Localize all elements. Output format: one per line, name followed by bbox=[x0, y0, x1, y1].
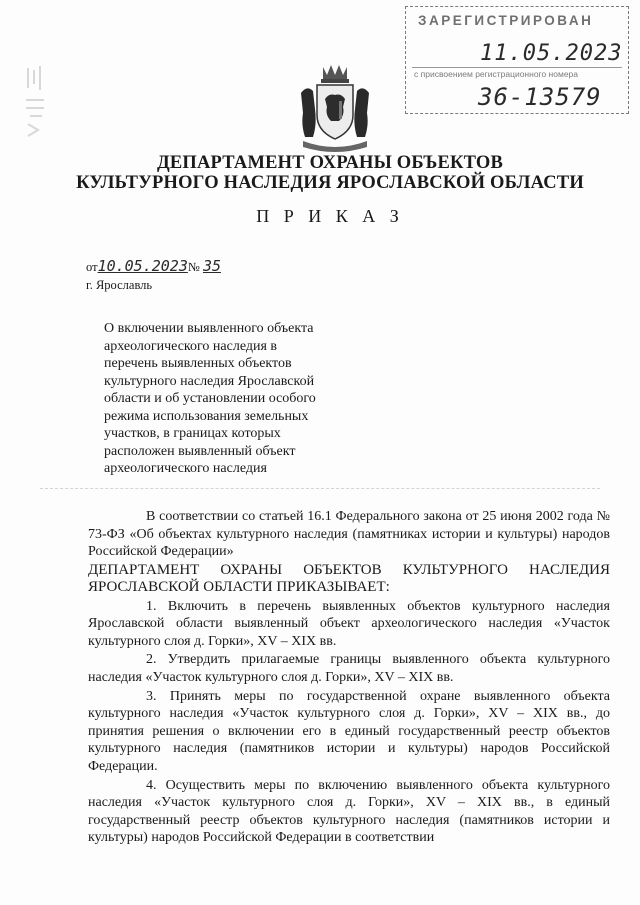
stamp-title: ЗАРЕГИСТРИРОВАН bbox=[418, 13, 594, 28]
coat-of-arms-icon bbox=[295, 63, 375, 153]
order-number: 35 bbox=[202, 257, 221, 275]
order-title: П Р И К А З bbox=[256, 206, 404, 226]
stamp-number: 36-13579 bbox=[478, 83, 602, 111]
department-name-line2: КУЛЬТУРНОГО НАСЛЕДИЯ ЯРОСЛАВСКОЙ ОБЛАСТИ bbox=[76, 173, 584, 193]
order-date: 10.05.2023 bbox=[97, 257, 188, 275]
subject-line: археологического наследия bbox=[104, 461, 267, 476]
order-item-2: 2. Утвердить прилагаемые границы выявленного объекта культурного наследия «Участок культурного слоя д. Горки», XV – XIX вв. bbox=[88, 652, 610, 685]
subject-line: режима использования земельных bbox=[104, 408, 309, 424]
stamp-divider bbox=[412, 67, 622, 68]
subject-line: культурного наследия Ярославской bbox=[104, 373, 315, 389]
subject-line: перечень выявленных объектов bbox=[104, 356, 292, 371]
subject-line: области и об установлении особого bbox=[104, 391, 316, 406]
subject-line: расположен выявленный объект bbox=[104, 443, 296, 459]
preamble-paragraph: В соответствии со статьей 16.1 Федерального закона от 25 июня 2002 года № 73-ФЗ «Об объектах культурного наследия (памятниках истории и культуры) народов Российской Федерации» bbox=[88, 509, 610, 560]
order-subject bbox=[104, 320, 354, 478]
decree-paragraph: ДЕПАРТАМЕНТ ОХРАНЫ ОБЪЕКТОВ КУЛЬТУРНОГО НАСЛЕДИЯ ЯРОСЛАВСКОЙ ОБЛАСТИ ПРИКАЗЫВАЕТ: bbox=[88, 561, 610, 596]
faint-stamp-mark bbox=[20, 60, 60, 140]
order-from-label: от bbox=[86, 260, 98, 274]
stamp-note: с присвоением регистрационного номера bbox=[414, 69, 578, 79]
scan-artifact-line bbox=[40, 488, 600, 489]
subject-line: археологического наследия в bbox=[104, 338, 278, 354]
order-date-number bbox=[86, 257, 221, 275]
order-item-1: 1. Включить в перечень выявленных объектов культурного наследия Ярославской области выявленный объект археологического наследия «Участок культурного слоя д. Горки», XV – XIX вв. bbox=[88, 598, 610, 649]
order-body bbox=[88, 508, 610, 848]
department-name-line1: ДЕПАРТАМЕНТ ОХРАНЫ ОБЪЕКТОВ bbox=[156, 153, 504, 173]
registration-stamp bbox=[405, 6, 629, 114]
subject-line: О включении выявленного объекта bbox=[104, 321, 314, 336]
order-number-label: № bbox=[187, 260, 200, 274]
city: г. Ярославль bbox=[86, 278, 153, 292]
order-item-4: 4. Осуществить меры по включению выявленного объекта культурного наследия «Участок культурного слоя д. Горки», XV – XIX вв., в единый государственный реестр объектов культурного наследия (памятников истории и культуры) народов Российской Федерации в соответствии bbox=[88, 777, 610, 846]
stamp-date: 11.05.2023 bbox=[480, 41, 623, 66]
order-item-3: 3. Принять меры по государственной охране выявленного объекта культурного наследия «Участок культурного слоя д. Горки», XV – XIX вв., до принятия решения о включении его в единый государственный реестр объектов культурного наследия (памятников истории и культуры) народов Российской Федерации. bbox=[88, 688, 610, 774]
subject-line: участков, в границах которых bbox=[104, 426, 281, 441]
